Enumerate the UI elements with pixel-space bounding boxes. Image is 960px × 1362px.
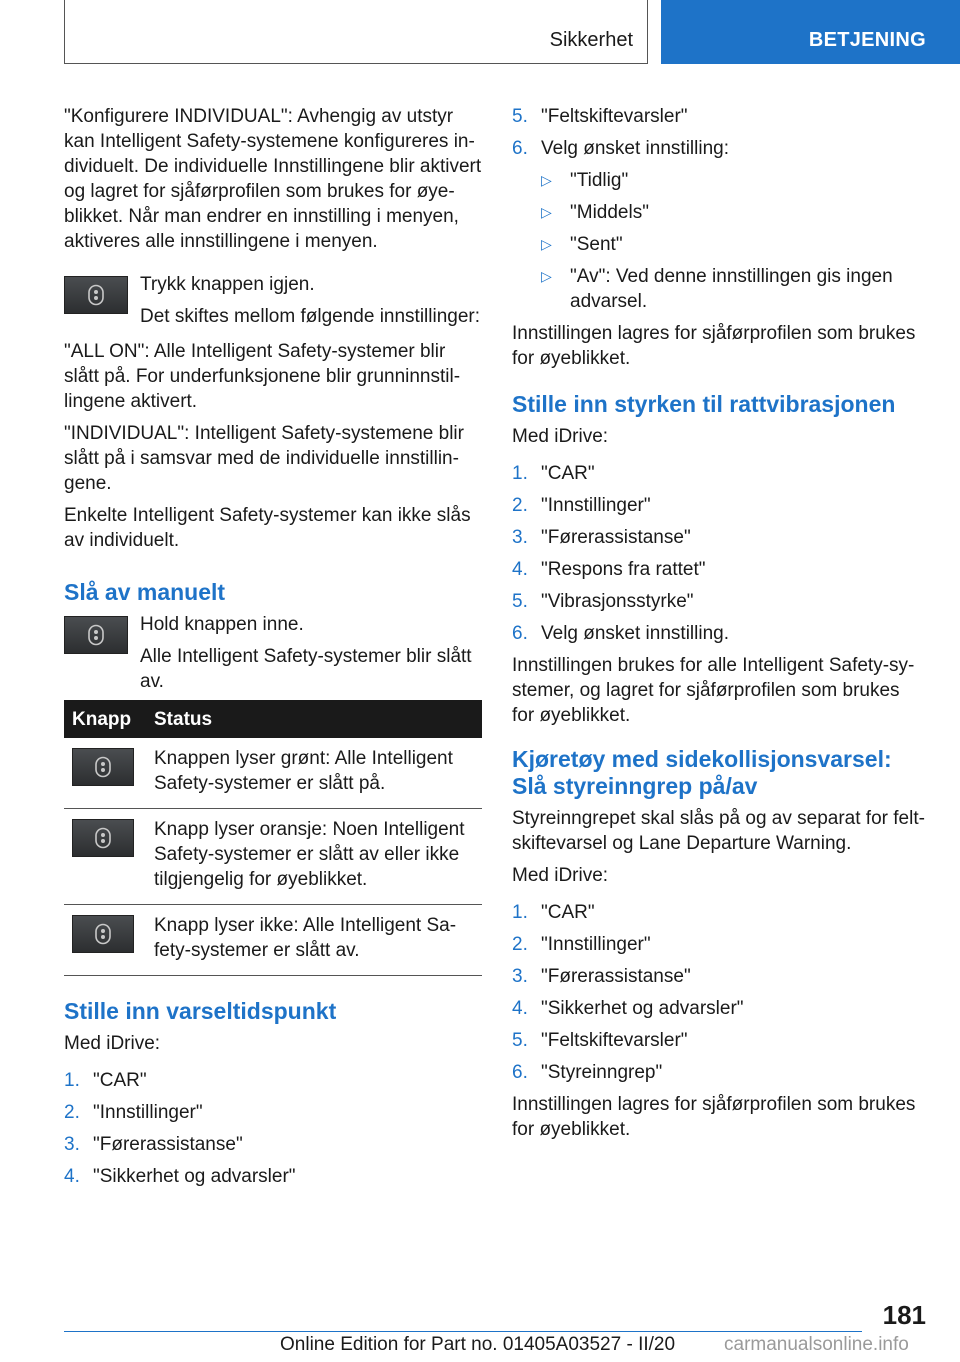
- list-item: 5. "Vibrasjonsstyrke": [512, 591, 694, 612]
- list-item: 2. "Innstillinger": [512, 495, 651, 516]
- vibration-heading: Stille inn styrken til rattvibrasjonen: [512, 391, 896, 417]
- all-on-text: "ALL ON": Alle Intelligent Safety-systemer blir slått på. For underfunksjonene blir grunninnstillingene aktivert.: [64, 341, 461, 412]
- safety-button-image: [72, 819, 134, 857]
- hold-button-block: [64, 612, 482, 694]
- safety-button-icon: [92, 827, 114, 849]
- list-item: 1. "CAR": [64, 1070, 147, 1091]
- list-item: ▷ "Middels": [541, 202, 649, 223]
- list-item: 4. "Respons fra rattet": [512, 559, 706, 580]
- safety-button-icon: [92, 923, 114, 945]
- list-item: 6. Velg ønsket innstilling:: [512, 138, 729, 159]
- side-intro-text: Styreinngrepet skal slås på og av separat for feltskiftevarsel og Lane Departure Warning.: [512, 808, 925, 854]
- list-item: ▷ "Sent": [541, 234, 623, 255]
- warning-time-heading: Stille inn varseltidspunkt: [64, 998, 337, 1024]
- list-item: 5. "Feltskiftevarsler": [512, 106, 688, 127]
- table-row: [64, 738, 482, 809]
- safety-button-icon: [85, 284, 107, 306]
- list-item: 4. "Sikkerhet og advarsler": [64, 1166, 296, 1187]
- status-text: Knapp lyser oransje: Noen Intelligent Safety-systemer er slått av eller ikke tilgjengelig for øyeblikket.: [146, 809, 482, 905]
- all-off-text: Alle Intelligent Safety-systemer blir slått av.: [140, 646, 472, 692]
- options-list: [512, 168, 926, 314]
- table-header-button: Knapp: [64, 700, 146, 738]
- used-text-b: Innstillingen brukes for alle Intelligent Safety-systemer, og lagret for sjåførprofilen som brukes for øyeblikket.: [512, 655, 915, 726]
- list-item: 1. "CAR": [512, 902, 595, 923]
- press-again-block: [64, 272, 482, 332]
- side-collision-heading: Kjøretøy med sidekollisjonsvarsel: Slå styreinngrep på/av: [512, 746, 892, 799]
- list-item: ▷ "Tidlig": [541, 170, 629, 191]
- steps-list: [64, 1068, 482, 1189]
- press-again-text: Trykk knappen igjen.: [140, 274, 315, 295]
- safety-button-image: [64, 276, 128, 314]
- triangle-bullet-icon: ▷: [541, 268, 552, 284]
- saved-text-c: Innstillingen lagres for sjåførprofilen som brukes for øyeblikket.: [512, 1094, 916, 1140]
- safety-button-image: [72, 748, 134, 786]
- individual-text: "INDIVIDUAL": Intelligent Safety-systemene blir slått på i samsvar med de individuelle innstillingene.: [64, 423, 464, 494]
- watermark-text: carmanualsonline.info: [724, 1334, 909, 1355]
- list-item: 6. Velg ønsket innstilling.: [512, 623, 729, 644]
- list-item: 2. "Innstillinger": [512, 934, 651, 955]
- page-number: 181: [882, 1300, 926, 1330]
- left-column: [64, 104, 482, 1196]
- edition-text: Online Edition for Part no. 01405A03527 - II/20: [280, 1334, 676, 1355]
- with-idrive-text: Med iDrive:: [512, 426, 609, 447]
- status-table: [64, 700, 482, 976]
- steps-list-a: [512, 104, 926, 161]
- table-row: [64, 809, 482, 905]
- list-item: 1. "CAR": [512, 463, 595, 484]
- safety-button-image: [64, 616, 128, 654]
- with-idrive-text: Med iDrive:: [64, 1033, 161, 1054]
- right-column: [512, 104, 926, 1149]
- list-item: 3. "Førerassistanse": [512, 527, 691, 548]
- safety-button-icon: [85, 624, 107, 646]
- safety-button-icon: [92, 756, 114, 778]
- status-text: Knapp lyser ikke: Alle Intelligent Safety-systemer er slått av.: [146, 905, 482, 976]
- table-header-status: Status: [146, 700, 482, 738]
- list-item: ▷ "Av": Ved denne innstillingen gis ingen advarsel.: [541, 266, 893, 312]
- triangle-bullet-icon: ▷: [541, 236, 552, 252]
- saved-text-a: Innstillingen lagres for sjåførprofilen som brukes for øyeblikket.: [512, 323, 916, 369]
- triangle-bullet-icon: ▷: [541, 204, 552, 220]
- header-chapter-box: [661, 0, 960, 64]
- list-item: 3. "Førerassistanse": [64, 1134, 243, 1155]
- table-row: [64, 905, 482, 976]
- with-idrive-text: Med iDrive:: [512, 865, 609, 886]
- some-cannot-text: Enkelte Intelligent Safety-systemer kan ikke slås av individuelt.: [64, 505, 471, 551]
- list-item: 6. "Styreinngrep": [512, 1062, 663, 1083]
- section-label: Sikkerhet: [549, 29, 633, 51]
- header-section-box: [64, 0, 648, 64]
- triangle-bullet-icon: ▷: [541, 172, 552, 188]
- list-item: 3. "Førerassistanse": [512, 966, 691, 987]
- steps-list-b: [512, 461, 926, 646]
- switch-between-text-a: Det skiftes mellom følgende innstillinger:: [140, 306, 481, 327]
- hold-button-text: Hold knappen inne.: [140, 614, 304, 635]
- steps-list-c: [512, 900, 926, 1085]
- manual-off-heading: Slå av manuelt: [64, 579, 226, 605]
- status-text: Knappen lyser grønt: Alle Intelligent Safety-systemer er slått på.: [146, 738, 482, 809]
- list-item: 2. "Innstillinger": [64, 1102, 203, 1123]
- footer-divider: [64, 1331, 862, 1332]
- list-item: 5. "Feltskiftevarsler": [512, 1030, 688, 1051]
- chapter-label: BETJENING: [808, 29, 926, 51]
- safety-button-image: [72, 915, 134, 953]
- intro-paragraph: "Konfigurere INDIVIDUAL": Avhengig av utstyr kan Intelligent Safety-systemene konfigureres individuelt. De individuelle Innstillingene blir aktivert og lagret for sjåførprofilen som brukes for øyeblikket. Når man endrer en innstilling i menyen, aktiveres alle innstillingene i menyen.: [64, 106, 482, 252]
- list-item: 4. "Sikkerhet og advarsler": [512, 998, 744, 1019]
